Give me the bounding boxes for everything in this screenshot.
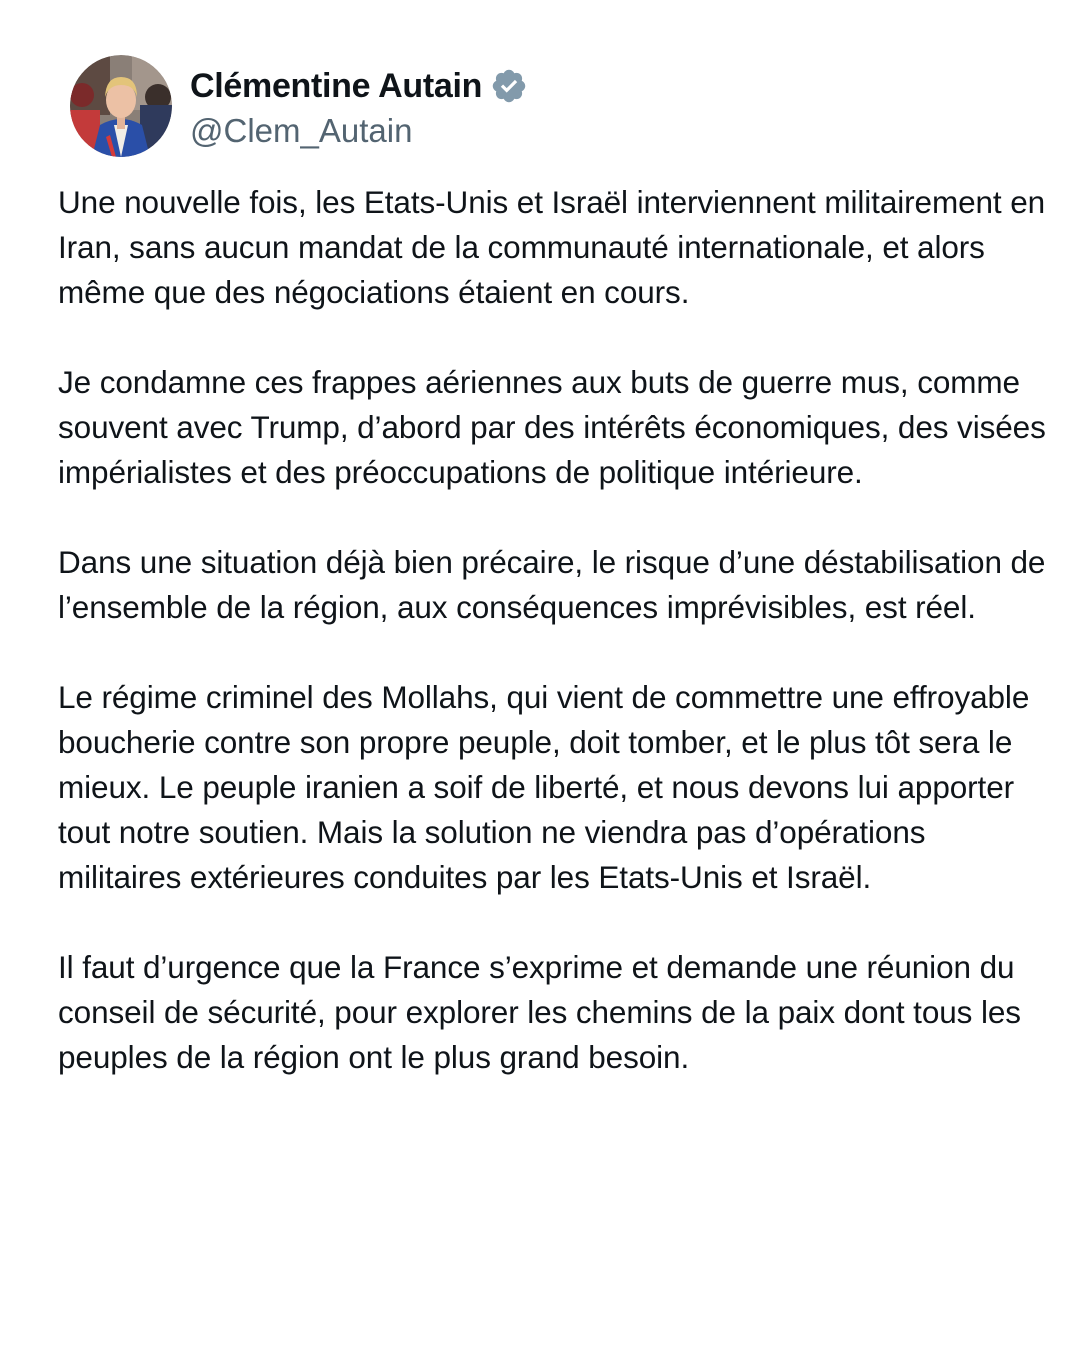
author-handle[interactable]: @Clem_Autain — [190, 112, 413, 149]
author-names — [190, 62, 528, 150]
tweet-paragraph-4: Le régime criminel des Mollahs, qui vient de commettre une effroyable boucherie contre son propre peuple, doit tomber, et le plus tôt sera le mieux. Le peuple iranien a soif de liberté, et nous devons lui apporter tout notre soutien. Mais la solution ne viendra pas d’opérations militaires extérieures conduites par les Etats-Unis et Israël. — [58, 679, 1030, 895]
tweet-paragraph-5: Il faut d’urgence que la France s’exprime et demande une réunion du conseil de sécurité, pour explorer les chemins de la paix dont tous les peuples de la région ont le plus grand besoin. — [58, 949, 1021, 1075]
tweet-paragraph-1: Une nouvelle fois, les Etats-Unis et Israël interviennent militairement en Iran, sans aucun mandat de la communauté internationale, et alors même que des négociations étaient en cours. — [58, 184, 1046, 310]
verified-badge-icon[interactable] — [490, 67, 528, 105]
tweet-paragraph-2: Je condamne ces frappes aériennes aux buts de guerre mus, comme souvent avec Trump, d’abord par des intérêts économiques, des visées impérialistes et des préoccupations de politique intérieure. — [58, 364, 1046, 490]
profile-photo — [70, 55, 172, 157]
avatar[interactable] — [70, 55, 172, 157]
author-display-name[interactable]: Clémentine Autain — [190, 66, 483, 105]
tweet-header — [70, 54, 528, 158]
tweet-text — [58, 180, 1048, 1080]
tweet-paragraph-3: Dans une situation déjà bien précaire, le risque d’une déstabilisation de l’ensemble de la région, aux conséquences imprévisibles, est réel. — [58, 544, 1046, 625]
name-row — [190, 62, 528, 110]
